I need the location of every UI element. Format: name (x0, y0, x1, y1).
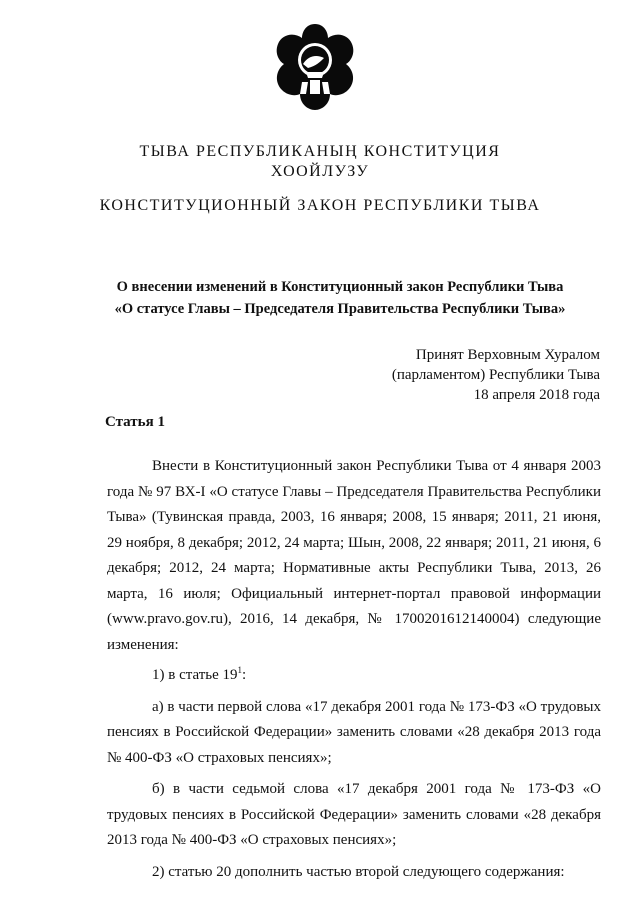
header-line-1: ТЫВА РЕСПУБЛИКАНЫҢ КОНСТИТУЦИЯ (139, 143, 501, 160)
header-line-2: ХООЙЛУЗУ (270, 163, 370, 180)
accepted-line-1: Принят Верховным Хуралом (415, 347, 600, 363)
document-title (60, 276, 620, 320)
item1-prefix: 1) в статье 19 (152, 667, 238, 683)
item1-superscript: 1 (237, 665, 243, 675)
header-line-3: КОНСТИТУЦИОННЫЙ ЗАКОН РЕСПУБЛИКИ ТЫВА (99, 197, 541, 214)
accepted-block (392, 345, 600, 405)
title-line-2: «О статусе Главы – Председателя Правительства Республики Тыва» (114, 301, 566, 317)
paragraph-item-b: б) в части седьмой слова «17 декабря 2001 года № 173-ФЗ «О трудовых пенсиях в Российской Федерации» заменить словами «28 декабря 2013 года № 400-ФЗ «О страховых пенсиях»; (107, 781, 601, 848)
tuva-emblem-icon (272, 20, 358, 112)
article-heading: Статья 1 (105, 414, 165, 430)
document-body (107, 454, 601, 885)
paragraph-item-1 (107, 658, 601, 689)
paragraph-item-a: а) в части первой слова «17 декабря 2001 года № 173-ФЗ «О трудовых пенсиях в Российской Федерации» заменить словами «28 декабря 2013 года № 400-ФЗ «О страховых пенсиях»; (107, 698, 601, 766)
title-line-1: О внесении изменений в Конституционный закон Республики Тыва (116, 279, 564, 295)
accepted-line-2: (парламентом) Республики Тыва (391, 367, 600, 383)
paragraph-intro: Внести в Конституционный закон Республики Тыва от 4 января 2003 года № 97 ВХ-I «О статусе Главы – Председателя Правительства Республики Тыва» (Тувинская правда, 2003, 16 января; 2008, 15 января; 2011, 21 июня, 29 ноября, 8 декабря; 2012, 24 марта; Шын, 2008, 22 января; 2011, 21 июня, 6 декабря; 2012, 24 марта; Нормативные акты Республики Тыва, 2013, 26 марта, 16 июля; Официальный интернет-портал правовой информации (www.pravo.gov.ru), 2016, 14 декабря, № 1700201612140004) следующие изменения: (107, 458, 601, 653)
paragraph-item-2: 2) статью 20 дополнить частью второй следующего содержания: (152, 863, 565, 880)
accepted-line-3: 18 апреля 2018 года (473, 387, 600, 403)
item1-suffix: : (242, 667, 247, 683)
